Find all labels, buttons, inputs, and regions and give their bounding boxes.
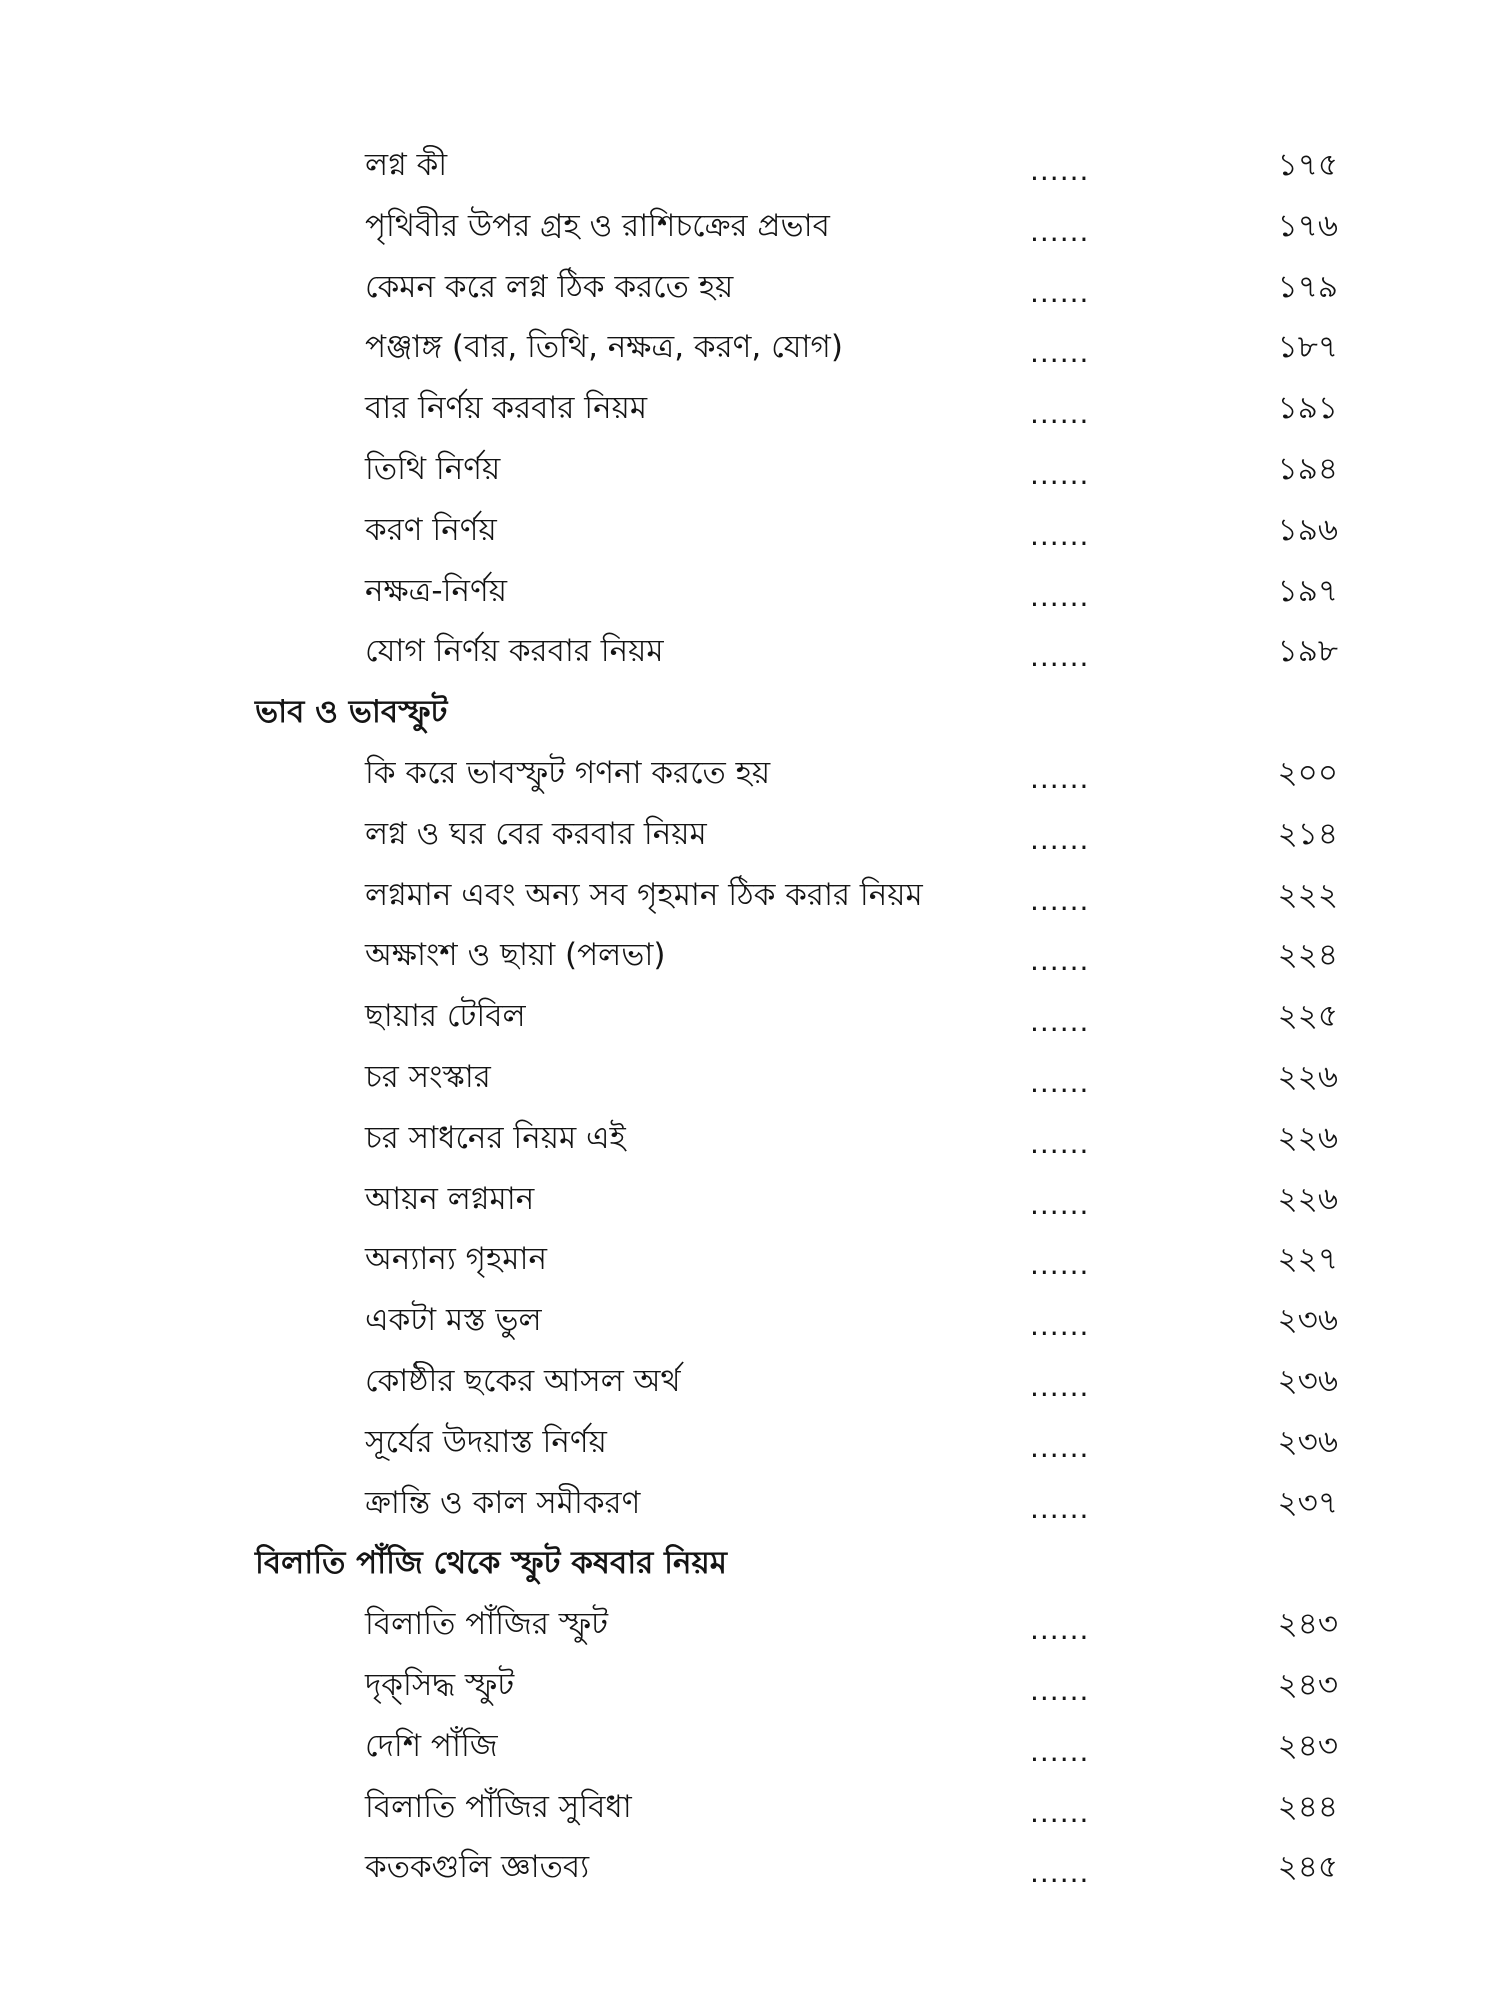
leader-dots: ...... (1030, 1795, 1090, 1829)
toc-entry[interactable] (0, 1239, 1500, 1300)
entry-title: কেমন করে লগ্ন ঠিক করতে হয় (365, 268, 734, 305)
toc-entry[interactable] (0, 1179, 1500, 1240)
entry-title: অন্যান্য গৃহমান (365, 1241, 547, 1278)
page-number: ১৭৯ (1277, 268, 1338, 305)
page-number: ১৯৪ (1277, 450, 1338, 487)
entry-title: যোগ নির্ণয় করবার নিয়ম (365, 633, 664, 670)
page-number: ২২৭ (1277, 1241, 1338, 1278)
toc-entry[interactable] (0, 814, 1500, 875)
page-number: ২৪৩ (1277, 1727, 1338, 1764)
page-number: ২৪৩ (1277, 1666, 1338, 1703)
toc-entry[interactable] (0, 1483, 1500, 1544)
page-number: ১৯৭ (1277, 572, 1338, 609)
leader-dots: ...... (1030, 397, 1090, 431)
entry-title: করণ নির্ণয় (365, 511, 497, 548)
leader-dots: ...... (1030, 1126, 1090, 1160)
toc-entry[interactable] (0, 267, 1500, 328)
page-number: ২০০ (1277, 754, 1338, 791)
page-number: ২৪৩ (1277, 1606, 1338, 1643)
leader-dots: ...... (1030, 822, 1090, 856)
leader-dots: ...... (1030, 761, 1090, 795)
entry-title: বার নির্ণয় করবার নিয়ম (365, 390, 648, 427)
toc-entry[interactable] (0, 1787, 1500, 1848)
page-number: ২২৬ (1277, 1119, 1338, 1156)
entry-title: কি করে ভাবস্ফুট গণনা করতে হয় (365, 754, 771, 791)
entry-title: লগ্নমান এবং অন্য সব গৃহমান ঠিক করার নিয়ম (365, 876, 923, 913)
leader-dots: ...... (1030, 1491, 1090, 1525)
table-of-contents (0, 145, 1500, 1908)
toc-entry[interactable] (0, 875, 1500, 936)
page-number: ২৩৭ (1277, 1484, 1338, 1521)
leader-dots: ...... (1030, 275, 1090, 309)
page-number: ২২৬ (1277, 1058, 1338, 1095)
leader-dots: ...... (1030, 1430, 1090, 1464)
leader-dots: ...... (1030, 579, 1090, 613)
page-number: ১৯৬ (1277, 511, 1338, 548)
entry-title: দৃক্‌সিদ্ধ স্ফুট (365, 1666, 515, 1703)
section-heading-title: ভাব ও ভাবস্ফুট (255, 694, 448, 731)
page-number: ২২৫ (1277, 998, 1338, 1035)
leader-dots: ...... (1030, 1856, 1090, 1890)
page-number: ২৪৪ (1277, 1788, 1338, 1825)
entry-title: কতকগুলি জ্ঞাতব্য (365, 1849, 590, 1886)
leader-dots: ...... (1030, 944, 1090, 978)
leader-dots: ...... (1030, 883, 1090, 917)
toc-entry[interactable] (0, 1847, 1500, 1908)
page-number: ২৪৫ (1277, 1849, 1338, 1886)
page-number: ২২৪ (1277, 937, 1338, 974)
toc-entry[interactable] (0, 996, 1500, 1057)
leader-dots: ...... (1030, 457, 1090, 491)
leader-dots: ...... (1030, 336, 1090, 370)
leader-dots: ...... (1030, 1065, 1090, 1099)
page-number: ২৩৬ (1277, 1423, 1338, 1460)
toc-entry[interactable] (0, 753, 1500, 814)
toc-entry[interactable] (0, 1300, 1500, 1361)
toc-entry[interactable] (0, 1057, 1500, 1118)
leader-dots: ...... (1030, 518, 1090, 552)
toc-entry[interactable] (0, 1118, 1500, 1179)
page-number: ১৭৫ (1277, 147, 1338, 183)
entry-title: বিলাতি পাঁজির সুবিধা (365, 1788, 632, 1825)
entry-title: একটা মস্ত ভুল (365, 1302, 542, 1339)
leader-dots: ...... (1030, 1309, 1090, 1343)
entry-title: পঞ্জাঙ্গ (বার, তিথি, নক্ষত্র, করণ, যোগ) (365, 329, 843, 366)
entry-title: চর সাধনের নিয়ম এই (365, 1119, 626, 1156)
entry-title: তিথি নির্ণয় (365, 450, 501, 487)
leader-dots: ...... (1030, 1369, 1090, 1403)
toc-entry[interactable] (0, 571, 1500, 632)
toc-entry[interactable] (0, 935, 1500, 996)
page-number: ২৩৬ (1277, 1362, 1338, 1399)
entry-title: কোষ্ঠীর ছকের আসল অর্থ (365, 1362, 681, 1399)
toc-entry[interactable] (0, 1604, 1500, 1665)
entry-title: বিলাতি পাঁজির স্ফুট (365, 1606, 608, 1643)
leader-dots: ...... (1030, 640, 1090, 674)
page-number: ১৯৮ (1277, 633, 1338, 670)
page-number: ২৩৬ (1277, 1302, 1338, 1339)
entry-title: লগ্ন কী (365, 147, 448, 183)
entry-title: নক্ষত্র-নির্ণয় (365, 572, 507, 609)
leader-dots: ...... (1030, 1734, 1090, 1768)
entry-title: আয়ন লগ্নমান (365, 1180, 535, 1217)
toc-entry[interactable] (0, 1361, 1500, 1422)
entry-title: ছায়ার টেবিল (365, 998, 526, 1035)
entry-title: ক্রান্তি ও কাল সমীকরণ (365, 1484, 641, 1521)
toc-entry[interactable] (0, 327, 1500, 388)
section-heading (0, 692, 1500, 753)
entry-title: পৃথিবীর উপর গ্রহ ও রাশিচক্রের প্রভাব (365, 207, 830, 244)
leader-dots: ...... (1030, 154, 1090, 187)
toc-entry[interactable] (0, 1665, 1500, 1726)
toc-entry[interactable] (0, 449, 1500, 510)
leader-dots: ...... (1030, 1248, 1090, 1282)
page-number: ২২৬ (1277, 1180, 1338, 1217)
toc-entry[interactable] (0, 145, 1500, 206)
toc-entry[interactable] (0, 388, 1500, 449)
toc-entry[interactable] (0, 1422, 1500, 1483)
toc-entry[interactable] (0, 631, 1500, 692)
toc-entry[interactable] (0, 1726, 1500, 1787)
entry-title: দেশি পাঁজি (365, 1727, 498, 1764)
entry-title: লগ্ন ও ঘর বের করবার নিয়ম (365, 815, 707, 852)
entry-title: চর সংস্কার (365, 1058, 491, 1095)
leader-dots: ...... (1030, 1613, 1090, 1647)
entry-title: অক্ষাংশ ও ছায়া (পলভা) (365, 937, 666, 974)
section-heading-title: বিলাতি পাঁজি থেকে স্ফুট কষবার নিয়ম (255, 1545, 727, 1582)
page-number: ২২২ (1277, 876, 1338, 913)
entry-title: সূর্যের উদয়াস্ত নির্ণয় (365, 1423, 607, 1460)
page-number: ১৭৬ (1277, 207, 1338, 244)
leader-dots: ...... (1030, 1673, 1090, 1707)
section-heading (0, 1543, 1500, 1604)
page-number: ২১৪ (1277, 815, 1338, 852)
leader-dots: ...... (1030, 1005, 1090, 1039)
page-number: ১৯১ (1277, 390, 1338, 427)
toc-entry[interactable] (0, 206, 1500, 267)
leader-dots: ...... (1030, 1187, 1090, 1221)
page-number: ১৮৭ (1277, 329, 1338, 366)
toc-entry[interactable] (0, 510, 1500, 571)
leader-dots: ...... (1030, 214, 1090, 248)
